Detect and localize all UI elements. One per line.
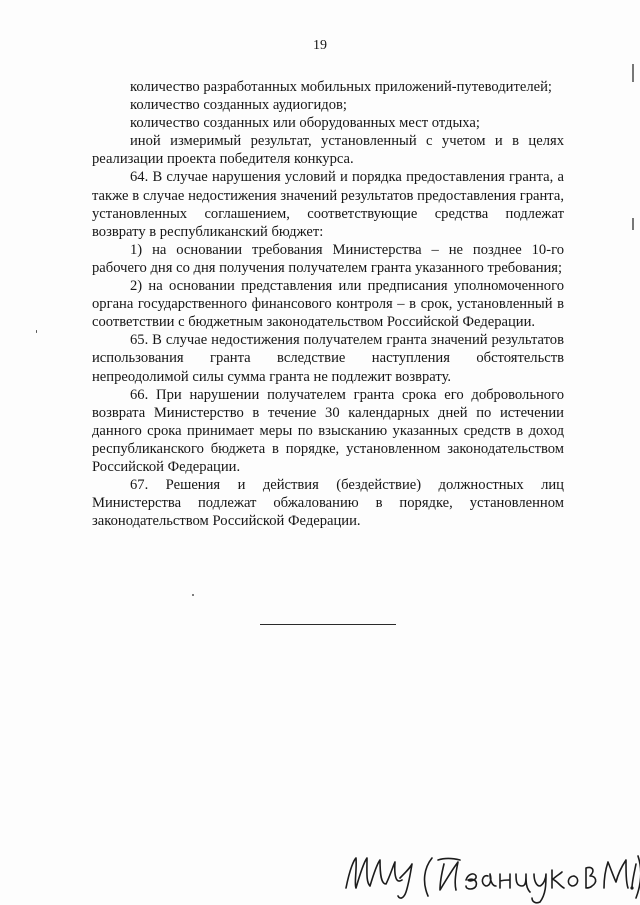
paragraph-audio-guides: количество созданных аудиогидов; xyxy=(130,97,347,114)
paragraph-rest-places: количество созданных или оборудованных мест отдыха; xyxy=(130,115,480,132)
paragraph-64: 64. В случае нарушения условий и порядка предоставления гранта, а также в случае недостижения значений результатов предоставления гранта, установленных соглашением, соответствующие средства подлежат возврату в республиканский бюджет: xyxy=(92,169,564,240)
paragraph-other-result: иной измеримый результат, установленный с учетом и в целях реализации проекта победителя конкурса. xyxy=(92,133,564,168)
scan-speck xyxy=(36,330,37,333)
handwritten-signature xyxy=(340,818,640,905)
scan-speck xyxy=(192,594,194,596)
paragraph-mobile-apps: количество разработанных мобильных приложений-путеводителей; xyxy=(130,79,552,95)
paragraph-64-item-2: 2) на основании представления или предписания уполномоченного органа государственного финансового контроля – в срок, установленный в соответствии с бюджетным законодательством Российской Федерации. xyxy=(92,278,564,331)
scan-edge-mark xyxy=(632,64,634,82)
closing-divider-line xyxy=(260,624,396,625)
paragraph-65: 65. В случае недостижения получателем гранта значений результатов использования гранта вследствие наступления обстоятельств непреодолимой силы сумма гранта не подлежит возврату. xyxy=(92,332,564,385)
paragraph-67: 67. Решения и действия (бездействие) должностных лиц Министерства подлежат обжалованию в порядке, установленном законодательством Российской Федерации. xyxy=(92,477,564,530)
document-body xyxy=(92,78,564,530)
page-number: 19 xyxy=(313,38,327,53)
scan-edge-mark xyxy=(632,218,634,230)
paragraph-64-item-1: 1) на основании требования Министерства – не позднее 10-го рабочего дня со дня получения получателем гранта указанного требования; xyxy=(92,241,564,276)
paragraph-66: 66. При нарушении получателем гранта срока его добровольного возврата Министерство в течение 30 календарных дней по истечении данного срока принимает меры по взысканию указанных средств в доход республиканского бюджета в порядке, установленном законодательством Российской Федерации. xyxy=(92,386,564,475)
